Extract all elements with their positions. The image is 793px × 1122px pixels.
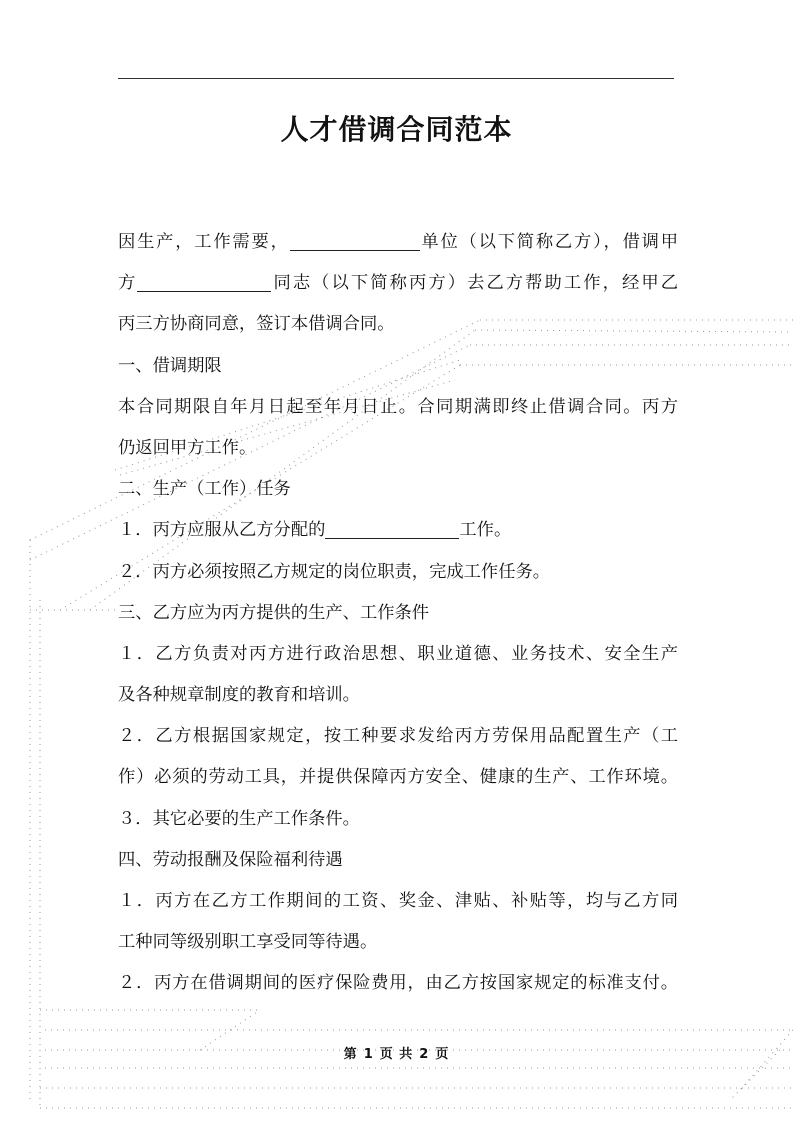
section-heading: 一、借调期限 <box>118 355 222 376</box>
paragraph-line: １．丙方应服从乙方分配的 工作。 <box>118 520 512 541</box>
paragraph-line: ２．丙方在借调期间的医疗保险费用，由乙方按国家规定的标准支付。 <box>118 973 678 994</box>
section-heading: 二、生产（工作）任务 <box>118 479 291 500</box>
current-page-number: 1 <box>363 1047 374 1062</box>
paragraph-line: ２．乙方根据国家规定，按工种要求发给丙方劳保用品配置生产（工 <box>118 726 678 747</box>
paragraph-line: １．丙方在乙方工作期间的工资、奖金、津贴、补贴等，均与乙方同 <box>118 891 678 911</box>
document-body <box>118 222 678 1005</box>
section-heading: 四、劳动报酬及保险福利待遇 <box>118 849 343 870</box>
paragraph-line: 工种同等级别职工享受同等待遇。 <box>118 932 378 953</box>
paragraph-line: 因生产，工作需要， 单位（以下简称乙方），借调甲 <box>118 232 678 252</box>
header-rule <box>118 78 674 79</box>
paragraph-line: 本合同期限自年月日起至年月日止。合同期满即终止借调合同。丙方 <box>118 396 678 417</box>
fill-in-blank-work[interactable] <box>325 518 459 539</box>
total-page-count: 2 <box>419 1047 430 1062</box>
paragraph-line: １．乙方负责对丙方进行政治思想、职业道德、业务技术、安全生产 <box>118 643 678 664</box>
fill-in-blank-unit[interactable] <box>290 230 420 251</box>
paragraph-line: 丙三方协商同意，签订本借调合同。 <box>118 314 395 335</box>
paragraph-line: 仍返回甲方工作。 <box>118 437 257 458</box>
fill-in-blank-person[interactable] <box>137 271 271 292</box>
paragraph-line: ３．其它必要的生产工作条件。 <box>118 808 360 829</box>
paragraph-line: 及各种规章制度的教育和培训。 <box>118 685 360 706</box>
paragraph-line: 方 同志（以下简称丙方）去乙方帮助工作，经甲乙 <box>118 273 678 294</box>
paragraph-line: 作）必须的劳动工具，并提供保障丙方安全、健康的生产、工作环境。 <box>118 767 678 788</box>
section-heading: 三、乙方应为丙方提供的生产、工作条件 <box>118 602 430 623</box>
page-number-footer: 第 1 页 共 2 页 <box>343 1047 450 1062</box>
paragraph-line: ２．丙方必须按照乙方规定的岗位职责，完成工作任务。 <box>118 561 551 582</box>
document-title: 人才借调合同范本 <box>280 113 513 146</box>
